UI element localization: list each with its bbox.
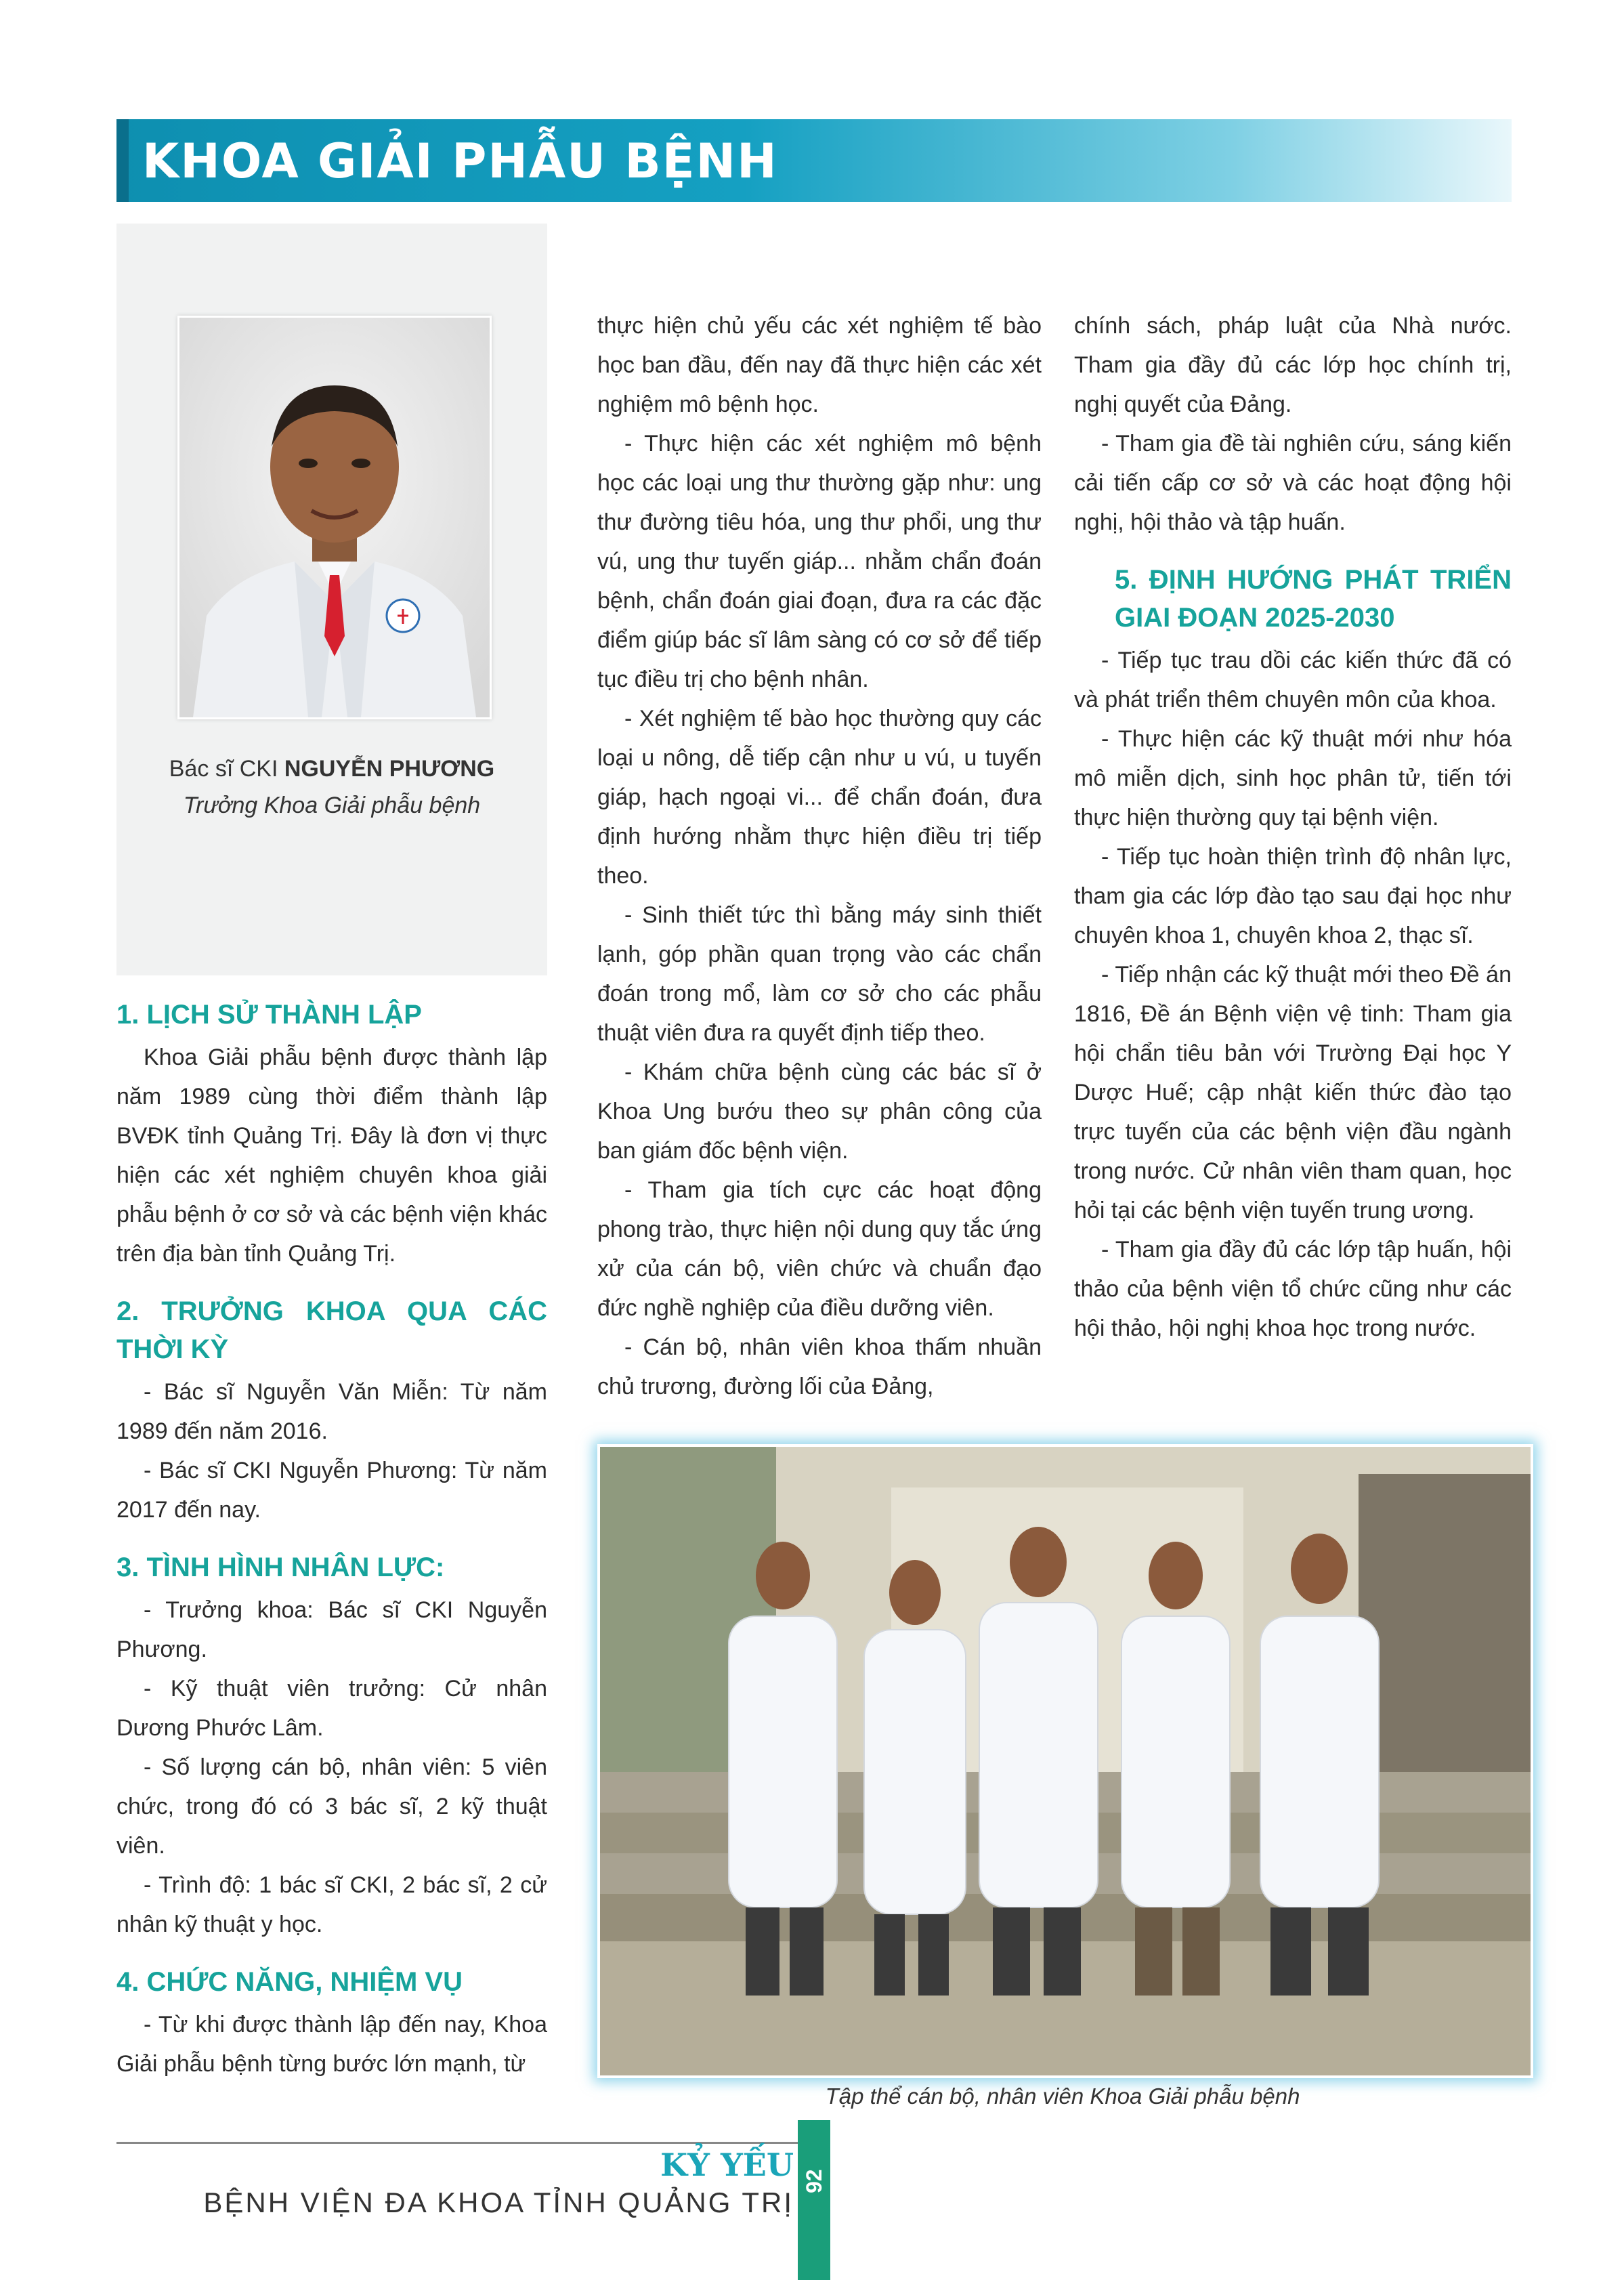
paragraph: Khoa Giải phẫu bệnh được thành lập năm 1989 cùng thời điểm thành lập BVĐK tỉnh Quảng Trị. Đây là đơn vị thực hiện các xét nghiệm chuyên khoa giải phẫu bệnh ở cơ sở và các bệnh viện khác trên địa bàn tỉnh Quảng Trị. [116,1044,547,1267]
portrait-caption [116,751,547,824]
caption-prefix: Bác sĩ CKI [169,756,284,782]
paragraph: - Sinh thiết tức thì bằng máy sinh thiết lạnh, góp phần quan trọng vào các chẩn đoán trong mổ, làm cơ sở cho các phẫu thuật viên đưa ra quyết định tiếp theo. [597,902,1042,1046]
title-accent [116,119,129,202]
paragraph: - Bác sĩ Nguyễn Văn Miễn: Từ năm 1989 đến năm 2016. [116,1379,547,1444]
paragraph: - Tiếp tục hoàn thiện trình độ nhân lực, tham gia các lớp đào tạo sau đại học như chuyên khoa 1, chuyên khoa 2, thạc sĩ. [1074,844,1512,948]
paragraph: - Từ khi được thành lập đến nay, Khoa Giải phẫu bệnh từng bước lớn mạnh, từ [116,2012,547,2077]
paragraph: - Cán bộ, nhân viên khoa thấm nhuần chủ trương, đường lối của Đảng, [597,1334,1042,1399]
photo-caption: Tập thể cán bộ, nhân viên Khoa Giải phẫu bệnh [825,2084,1300,2109]
page-title: KHOA GIẢI PHẪU BỆNH [142,133,778,189]
paragraph: - Bác sĩ CKI Nguyễn Phương: Từ năm 2017 đến nay. [116,1458,547,1523]
paragraph: thực hiện chủ yếu các xét nghiệm tế bào học ban đầu, đến nay đã thực hiện các xét nghiệm mô bệnh học. [597,313,1042,417]
heading-functions: 4. CHỨC NĂNG, NHIỆM VỤ [116,1967,463,1997]
paragraph: - Số lượng cán bộ, nhân viên: 5 viên chức, trong đó có 3 bác sĩ, 2 kỹ thuật viên. [116,1754,547,1859]
heading-history: 1. LỊCH SỬ THÀNH LẬP [116,1000,422,1030]
heading-orientation: 5. ĐỊNH HƯỚNG PHÁT TRIỂN GIAI ĐOẠN 2025-2030 [1115,565,1512,633]
footer-ky-yeu: KỶ YẾU [660,2147,794,2183]
heading-heads: 2. TRƯỞNG KHOA QUA CÁC THỜI KỲ [116,1296,547,1364]
paragraph: - Tham gia tích cực các hoạt động phong trào, thực hiện nội dung quy tắc ứng xử của cán bộ, viên chức và chuẩn đạo đức nghề nghiệp của điều dưỡng viên. [597,1177,1042,1321]
paragraph: - Tiếp nhận các kỹ thuật mới theo Đề án 1816, Đề án Bệnh viện vệ tinh: Tham gia hội chẩn tiêu bản với Trường Đại học Y Dược Huế; cập nhật kiến thức đào tạo trực tuyến của các bệnh viện đầu ngành trong nước. Cử nhân viên tham quan, học hỏi tại các bệnh viện tuyến trung ương. [1074,962,1512,1223]
paragraph: - Tham gia đầy đủ các lớp tập huấn, hội thảo của bệnh viện tổ chức cũng như các hội thảo, hội nghị khoa học trong nước. [1074,1237,1512,1341]
paragraph: - Kỹ thuật viên trưởng: Cử nhân Dương Phước Lâm. [116,1676,547,1741]
portrait-photo [177,316,492,719]
paragraph: chính sách, pháp luật của Nhà nước. Tham gia đầy đủ các lớp học chính trị, nghị quyết của Đảng. [1074,313,1512,417]
column-2 [597,306,1042,1406]
column-1 [116,996,547,2084]
paragraph: - Thực hiện các xét nghiệm mô bệnh học các loại ung thư thường gặp như: ung thư đường tiêu hóa, ung thư phổi, ung thư vú, ung thư tuyến giáp... nhằm chẩn đoán bệnh, chẩn đoán giai đoạn, đưa ra các đặc điểm giúp bác sĩ lâm sàng có cơ sở để tiếp tục điều trị cho bệnh nhân. [597,431,1042,692]
paragraph: - Tiếp tục trau dồi các kiến thức đã có và phát triển thêm chuyên môn của khoa. [1074,648,1512,713]
footer-divider [116,2142,828,2144]
paragraph: - Xét nghiệm tế bào học thường quy các loại u nông, dễ tiếp cận như u vú, u tuyến giáp, hạch ngoại vi... để chẩn đoán, đưa định hướng nhằm thực hiện điều trị tiếp theo. [597,706,1042,889]
column-3 [1074,306,1512,1348]
heading-staff: 3. TÌNH HÌNH NHÂN LỰC: [116,1553,445,1582]
page-number: 92 [802,2169,826,2193]
paragraph: - Thực hiện các kỹ thuật mới như hóa mô miễn dịch, sinh học phân tử, tiến tới thực hiện thường quy tại bệnh viện. [1074,726,1512,830]
paragraph: - Trình độ: 1 bác sĩ CKI, 2 bác sĩ, 2 cử nhân kỹ thuật y học. [116,1872,547,1937]
paragraph: - Tham gia đề tài nghiên cứu, sáng kiến cải tiến cấp cơ sở và các hoạt động hội nghị, hội thảo và tập huấn. [1074,431,1512,535]
caption-role: Trưởng Khoa Giải phẫu bệnh [183,793,481,818]
paragraph: - Khám chữa bệnh cùng các bác sĩ ở Khoa Ung bướu theo sự phân công của ban giám đốc bệnh viện. [597,1059,1042,1164]
paragraph: - Trưởng khoa: Bác sĩ CKI Nguyễn Phương. [116,1597,547,1662]
footer-hospital-name: BỆNH VIỆN ĐA KHOA TỈNH QUẢNG TRỊ [203,2187,794,2218]
caption-name: NGUYỄN PHƯƠNG [284,756,495,782]
group-photo [597,1444,1533,2078]
